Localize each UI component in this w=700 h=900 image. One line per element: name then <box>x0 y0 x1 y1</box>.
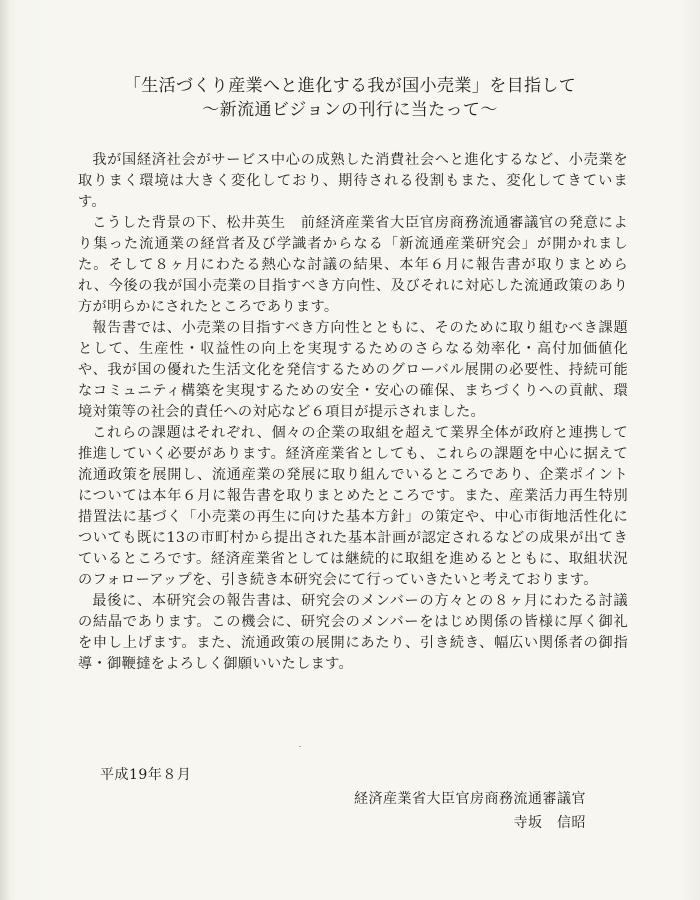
paragraph-5: 最後に、本研究会の報告書は、研究会のメンバーの方々との８ヶ月にわたる討議の結晶であります。この機会に、研究会のメンバーをはじめ関係の皆様に厚く御礼を申し上げます。また、流通政策の展開にあたり、引き続き、幅広い関係者の御指導・御鞭撻をよろしく御願いいたします。 <box>78 593 628 672</box>
paragraph-2: こうした背景の下、松井英生 前経済産業省大臣官房商務流通審議官の発意により集った流通業の経営者及び学識者からなる「新流通産業研究会」が開かれました。そして８ヶ月にわたる熱心な討議の結果、本年６月に報告書が取りまとめられ、今後の我が国小売業の目指すべき方向性、及びそれに対応した流通政策のあり方が明らかにされたところであります。 <box>78 215 628 315</box>
scan-speck <box>299 746 301 747</box>
title-sub: ～新流通ビジョンの刊行に当たって～ <box>202 100 498 120</box>
page-binding-shadow <box>0 0 10 900</box>
paragraph-3: 報告書では、小売業の目指すべき方向性とともに、そのために取り組むべき課題として、生産性・収益性の向上を実現するためのさらなる効率化・高付加価値化や、我が国の優れた生活文化を発信するためのグローバル展開の必要性、持続可能なコミュニティ構築を実現するための安全・安心の確保、まちづくりへの貢献、環境対策等の社会的責任への対応など６項目が提示されました。 <box>78 320 628 420</box>
signature-block <box>354 787 588 835</box>
document-body <box>78 150 628 675</box>
paragraph-1: 我が国経済社会がサービス中心の成熟した消費社会へと進化するなど、小売業を取りまく環境は大きく変化しており、期待される役割もまた、変化してきています。 <box>78 152 628 210</box>
paragraph-4: これらの課題はそれぞれ、個々の企業の取組を超えて業界全体が政府と連携して推進していく必要があります。経済産業省としても、これらの課題を中心に据えて流通政策を展開し、流通産業の発展に取り組んでいるところであり、企業ポイントについては本年６月に報告書を取りまとめたところです。また、産業活力再生特別措置法に基づく「小売業の再生に向けた基本方針」の策定や、中心市街地活性化についても既に13の市町村から提出された基本計画が認定されるなどの成果が出てきているところです。経済産業省としては継続的に取組を進めるとともに、取組状況のフォローアップを、引き続き本研究会にて行っていきたいと考えております。 <box>78 425 628 588</box>
document-date: 平成19年８月 <box>100 767 192 783</box>
document-title <box>0 74 700 122</box>
signature-position: 経済産業省大臣官房商務流通審議官 <box>354 791 586 807</box>
signature-name: 寺坂 信昭 <box>513 815 586 831</box>
title-main: 「生活づくり産業へと進化する我が国小売業」を目指して <box>123 76 577 96</box>
